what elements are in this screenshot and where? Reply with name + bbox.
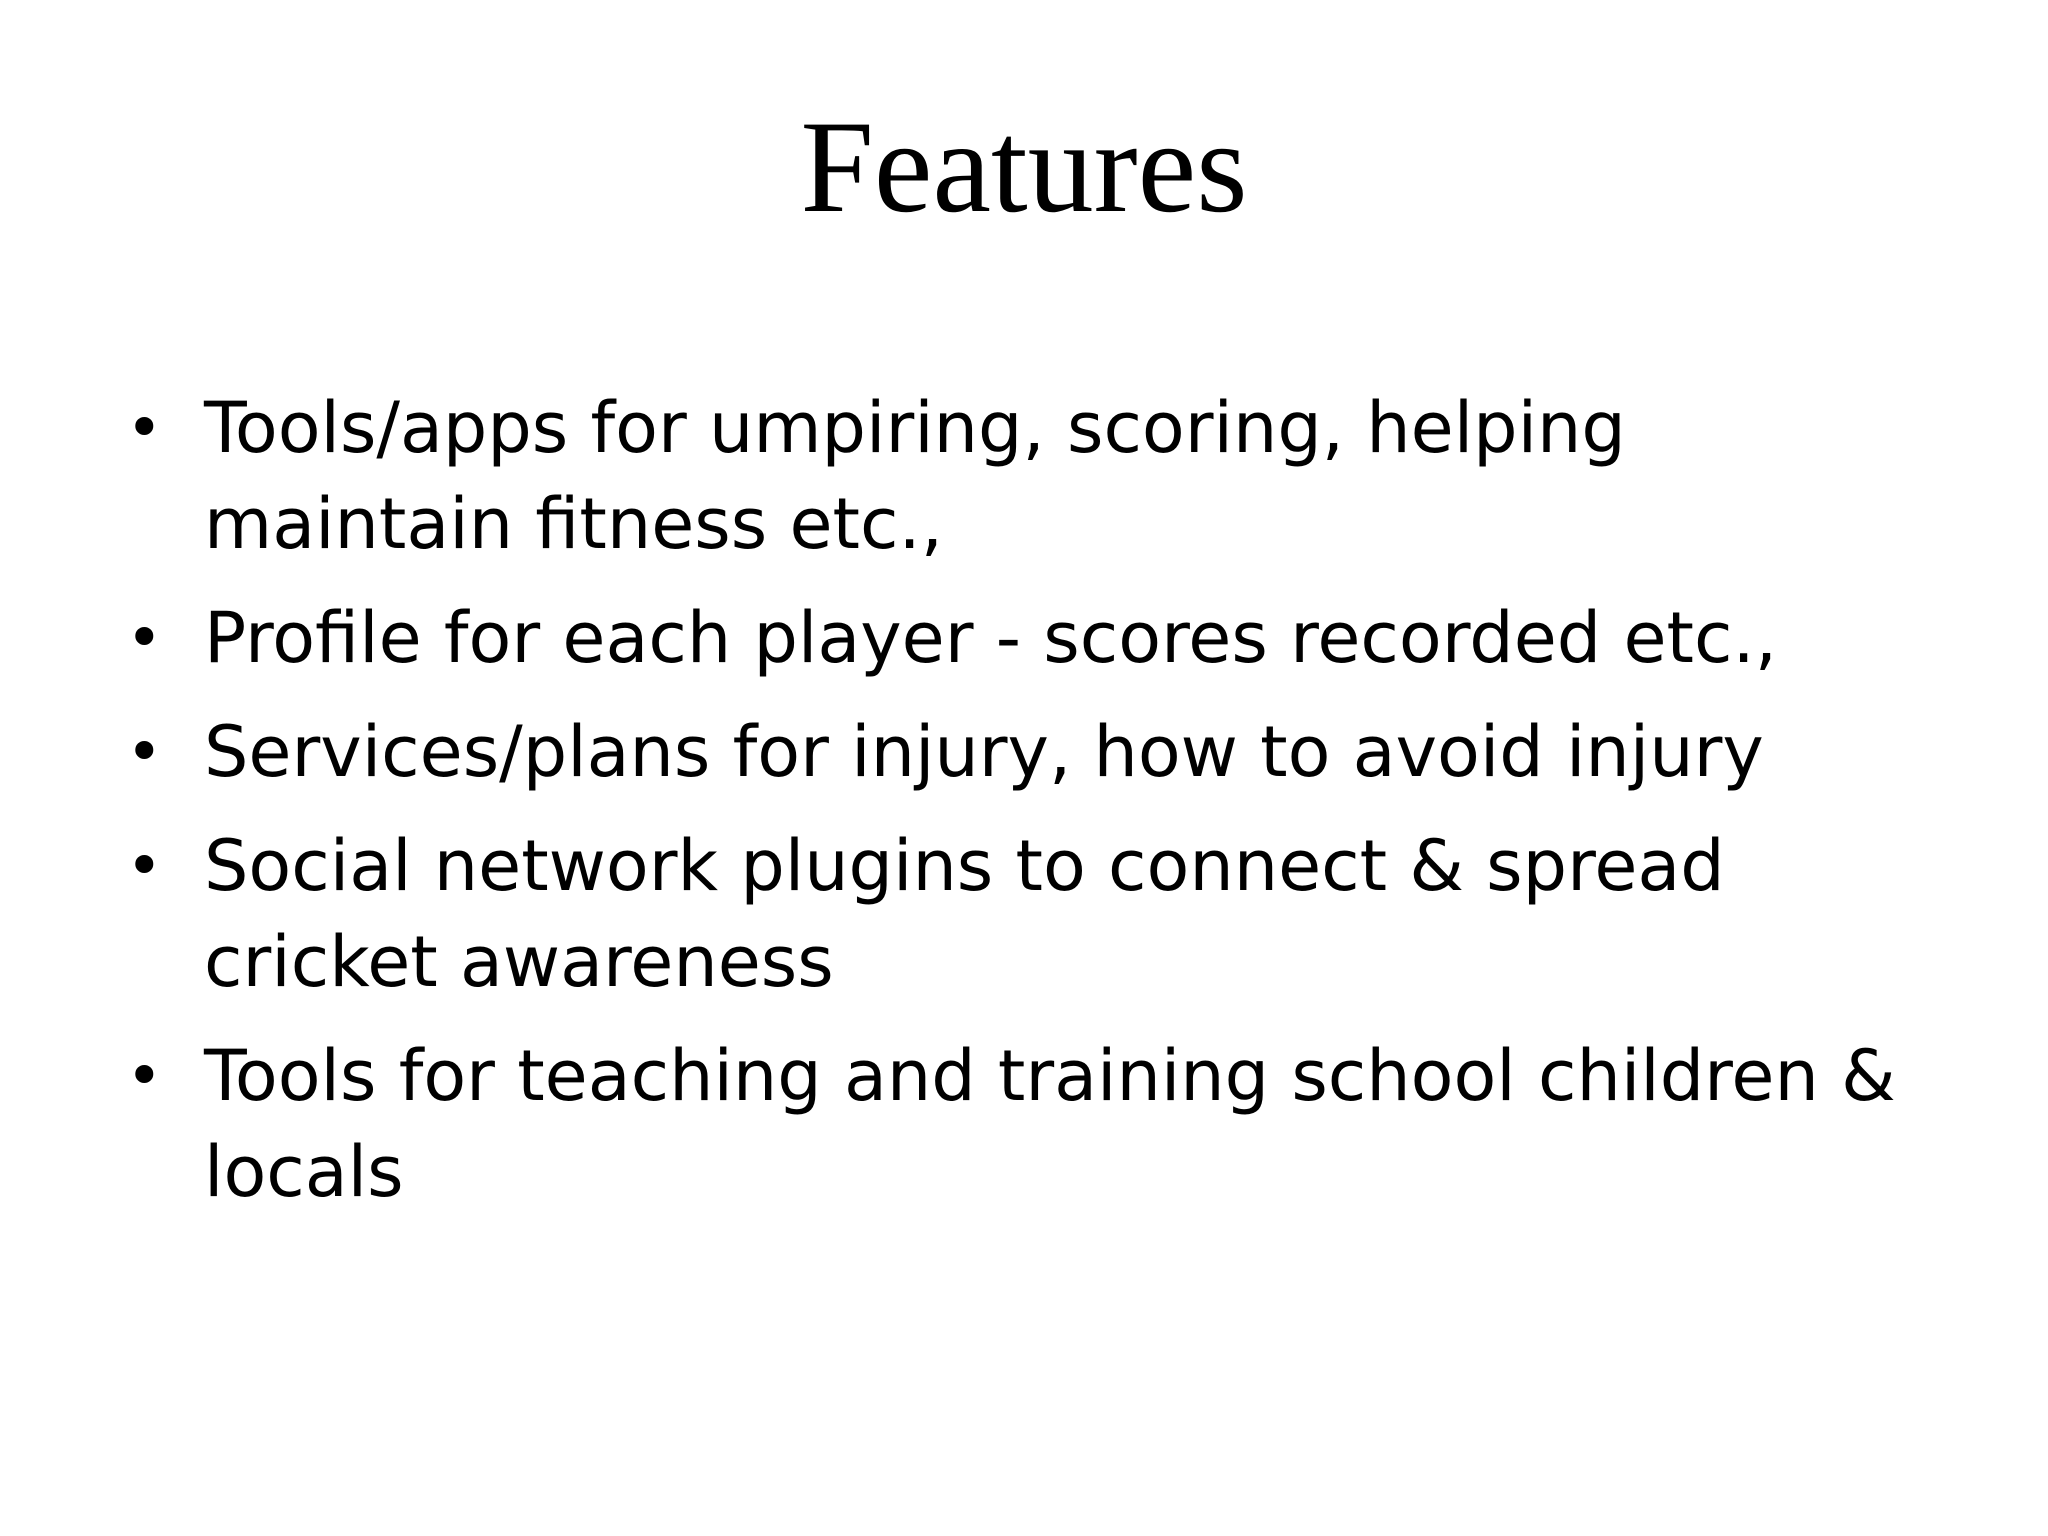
bullet-icon: • xyxy=(126,1039,163,1112)
bullet-icon: • xyxy=(126,829,163,902)
bullet-text: Tools/apps for umpiring, scoring, helping maintain fitness etc., xyxy=(204,387,1626,565)
bullet-icon: • xyxy=(126,715,163,788)
bullet-icon: • xyxy=(126,391,163,464)
bullet-text: Tools for teaching and training school children & locals xyxy=(204,1035,1896,1213)
bullet-item xyxy=(118,380,1948,572)
bullet-item xyxy=(118,818,1948,1010)
bullet-text: Profile for each player - scores recorded etc., xyxy=(204,597,1777,679)
bullet-icon: • xyxy=(126,601,163,674)
bullet-text: Services/plans for injury, how to avoid injury xyxy=(204,711,1764,793)
bullet-text: Social network plugins to connect & spread cricket awareness xyxy=(204,825,1725,1003)
slide-title: Features xyxy=(800,93,1248,240)
bullet-item xyxy=(118,1028,1948,1220)
bullet-item xyxy=(118,704,1948,800)
bullet-list xyxy=(118,380,1948,1238)
bullet-item xyxy=(118,590,1948,686)
